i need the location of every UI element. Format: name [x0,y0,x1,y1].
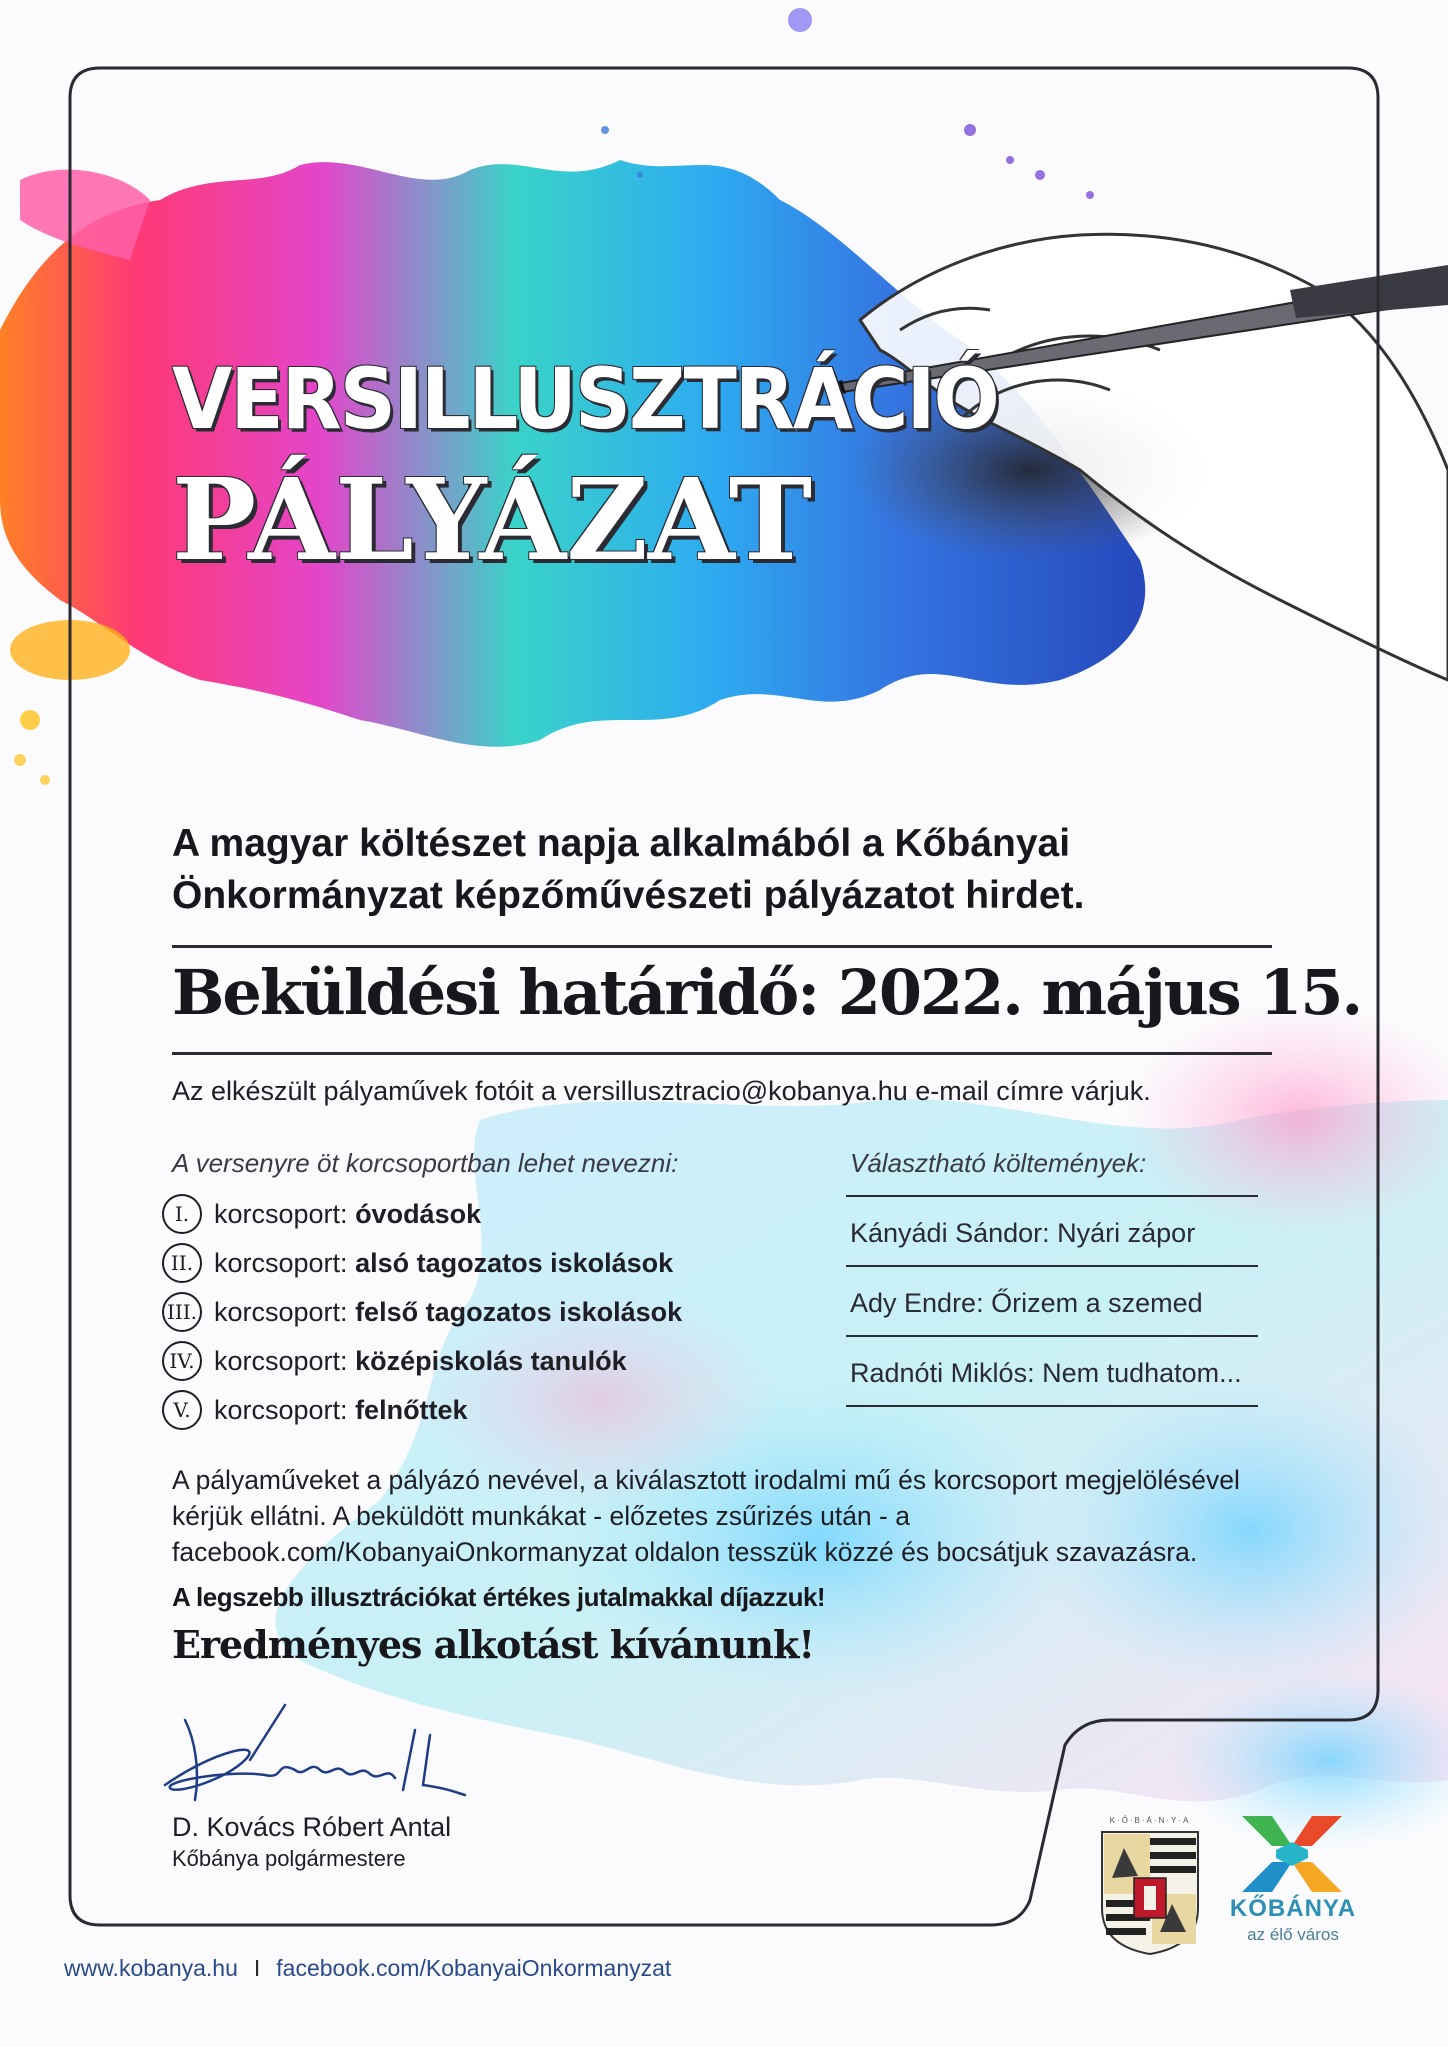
categories-heading: A versenyre öt korcsoportban lehet nevezni: [172,1148,679,1178]
poems-heading: Választható költemények: [850,1148,1147,1178]
poem-item: Ady Endre: Őrizem a szemed [850,1288,1203,1318]
kobanya-logo-icon [1238,1812,1346,1896]
brand-tagline: az élő város [1247,1925,1339,1944]
category-item [162,1341,627,1381]
coat-of-arms-icon [1098,1828,1202,1958]
poem-divider [846,1335,1258,1337]
poem-divider [846,1265,1258,1267]
prize-line: A legszebb illusztrációkat értékes jutalmakkal díjazzuk! [172,1582,826,1612]
deadline-heading: Beküldési határidő: 2022. május 15. [172,956,1362,1029]
category-prefix: korcsoport: [214,1198,356,1229]
divider-top [172,945,1272,948]
poem-divider [846,1195,1258,1197]
category-item [162,1194,481,1234]
signature-image [155,1700,475,1810]
crest-caption: K·Ő·B·Á·N·Y·A [1109,1816,1191,1825]
poem-item: Kányádi Sándor: Nyári zápor [850,1218,1196,1248]
category-number-badge: I. [162,1194,202,1234]
footer-links [64,1955,671,1982]
category-name: felső tagozatos iskolások [355,1296,683,1327]
signer-name: D. Kovács Róbert Antal [172,1812,452,1842]
website-link[interactable]: www.kobanya.hu [64,1955,238,1981]
category-name: középiskolás tanulók [355,1345,627,1376]
divider-bottom [172,1052,1272,1055]
facebook-link[interactable]: facebook.com/KobanyaiOnkormanyzat [276,1955,672,1981]
category-item [162,1292,682,1332]
category-prefix: korcsoport: [214,1345,356,1376]
poem-divider [846,1405,1258,1407]
category-prefix: korcsoport: [214,1296,356,1327]
category-number-badge: IV. [162,1341,202,1381]
footer-separator: I [253,1955,261,1981]
category-prefix: korcsoport: [214,1247,356,1278]
category-name: alsó tagozatos iskolások [355,1247,674,1278]
category-item [162,1390,468,1430]
signer-role: Kőbánya polgármestere [172,1846,406,1871]
category-number-badge: V. [162,1390,202,1430]
poster-title-line1: VERSILLUSZTRÁCIÓ [172,351,998,449]
category-name: felnőttek [355,1394,468,1425]
brand-name: KŐBÁNYA [1229,1895,1357,1922]
category-number-badge: III. [162,1292,202,1332]
submission-instructions: A pályaműveket a pályázó nevével, a kiválasztott irodalmi mű és korcsoport megjelölésével kérjük ellátni. A beküldött munkákat - előzetes zsűrizés után - a facebook.com/KobanyaiOnkormanyzat oldalon tesszük közzé és bocsátjuk szavazásra. [172,1465,1240,1567]
poster-title-line2: PÁLYÁZAT [172,455,813,586]
category-item [162,1243,673,1283]
category-prefix: korcsoport: [214,1394,356,1425]
closing-wish: Eredményes alkotást kívánunk! [172,1622,815,1667]
category-number-badge: II. [162,1243,202,1283]
intro-text: A magyar költészet napja alkalmából a Kőbányai Önkormányzat képzőművészeti pályázatot hirdet. [172,822,1085,917]
category-name: óvodások [355,1198,482,1229]
email-instruction: Az elkészült pályaművek fotóit a versillusztracio@kobanya.hu e-mail címre várjuk. [172,1076,1151,1106]
poem-item: Radnóti Miklós: Nem tudhatom... [850,1358,1242,1388]
